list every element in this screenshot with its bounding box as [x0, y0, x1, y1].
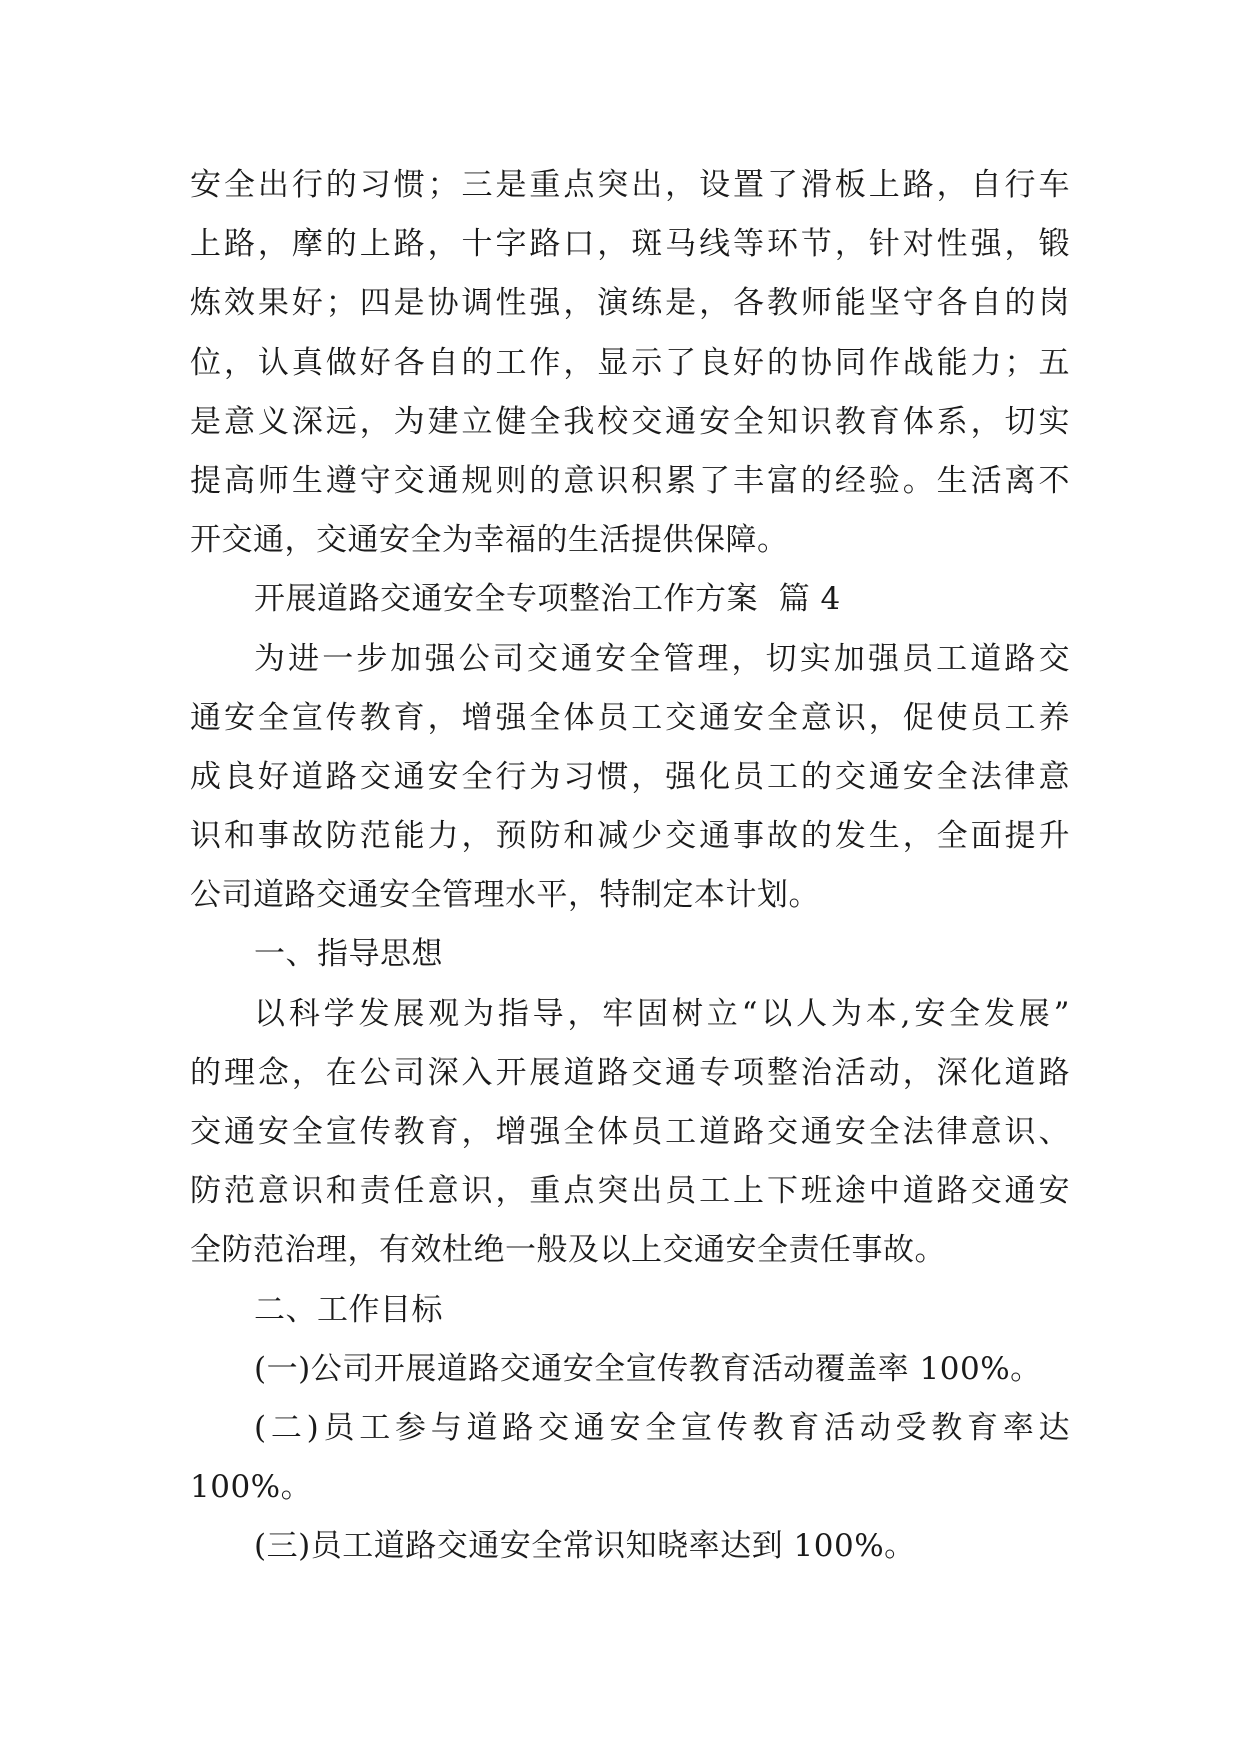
- text-line: 位，认真做好各自的工作，显示了良好的协同作战能力；五: [190, 344, 1070, 381]
- text-line: 成良好道路交通安全行为习惯，强化员工的交通安全法律意: [190, 758, 1070, 795]
- heading-line: 一、指导思想: [254, 936, 443, 973]
- goal-item-2: [190, 1399, 1070, 1517]
- text-line: 100%。: [190, 1469, 313, 1506]
- text-line: 识和事故防范能力，预防和减少交通事故的发生，全面提升: [190, 818, 1070, 855]
- text-line: 以科学发展观为指导，牢固树立“以人为本,安全发展”: [254, 995, 1070, 1032]
- text-line: 安全出行的习惯；三是重点突出，设置了滑板上路，自行车: [190, 167, 1070, 203]
- text-line: 是意义深远，为建立健全我校交通安全知识教育体系，切实: [190, 403, 1070, 440]
- subheading-work-goals: [190, 1281, 1070, 1340]
- heading-line: 二、工作目标: [254, 1291, 443, 1328]
- paragraph-drill-summary: [190, 156, 1070, 570]
- text-line: (三)员工道路交通安全常识知晓率达到 100%。: [254, 1528, 916, 1565]
- section-heading-plan-4: [190, 570, 1070, 629]
- text-line: 交通安全宣传教育，增强全体员工道路交通安全法律意识、: [190, 1114, 1070, 1150]
- text-line: 通安全宣传教育，增强全体员工交通安全意识，促使员工养: [190, 699, 1070, 736]
- paragraph-plan-intro: [190, 630, 1070, 926]
- text-line: 防范意识和责任意识，重点突出员工上下班途中道路交通安: [190, 1173, 1070, 1210]
- text-line: (二)员工参与道路交通安全宣传教育活动受教育率达: [254, 1409, 1070, 1446]
- heading-line: 开展道路交通安全专项整治工作方案 篇 4: [254, 581, 841, 618]
- text-line: 提高师生遵守交通规则的意识积累了丰富的经验。生活离不: [190, 462, 1070, 499]
- subheading-guiding-ideology: [190, 925, 1070, 984]
- text-line: 炼效果好；四是协调性强，演练是，各教师能坚守各自的岗: [190, 285, 1070, 322]
- goal-item-3: [190, 1517, 1070, 1576]
- text-line: 开交通，交通安全为幸福的生活提供保障。: [190, 522, 789, 559]
- text-line: 公司道路交通安全管理水平，特制定本计划。: [190, 877, 820, 914]
- paragraph-guiding-ideology: [190, 985, 1070, 1281]
- text-line: 的理念，在公司深入开展道路交通专项整治活动，深化道路: [190, 1054, 1070, 1091]
- goal-item-1: [190, 1340, 1070, 1399]
- text-line: 全防范治理，有效杜绝一般及以上交通安全责任事故。: [190, 1232, 946, 1269]
- text-line: (一)公司开展道路交通安全宣传教育活动覆盖率 100%。: [254, 1350, 1042, 1387]
- text-line: 上路，摩的上路，十字路口，斑马线等环节，针对性强，锻: [190, 226, 1070, 263]
- document-body: [190, 156, 1070, 1577]
- text-line: 为进一步加强公司交通安全管理，切实加强员工道路交: [254, 640, 1070, 677]
